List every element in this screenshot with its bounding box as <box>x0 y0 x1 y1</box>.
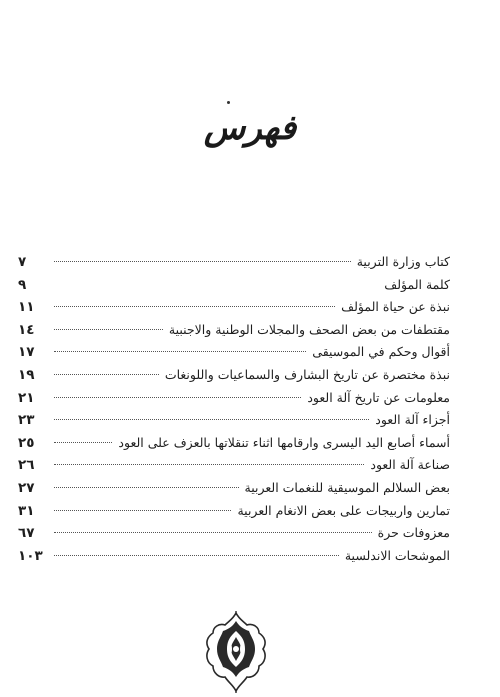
dot-leader <box>54 374 159 375</box>
toc-page-number: ١٧ <box>18 344 35 361</box>
dot-leader <box>54 306 335 307</box>
dot-leader <box>54 555 339 556</box>
toc-entry-label: معلومات عن تاريخ آلة العود <box>307 389 450 405</box>
dot-leader <box>54 397 301 398</box>
toc-page-number: ٧ <box>18 254 27 270</box>
toc-row <box>18 480 450 503</box>
toc-page-number: ٢٦ <box>18 457 35 474</box>
toc-page-number: ١٤ <box>18 321 35 338</box>
toc-page-number: ٢٧ <box>18 479 35 496</box>
toc-page-number: ١١ <box>18 299 35 316</box>
toc-row <box>18 435 450 458</box>
toc-entry-label: نبذة مختصرة عن تاريخ البشارف والسماعيات واللونغات <box>164 366 450 382</box>
toc-entry-label: مقتطفات من بعض الصحف والمجلات الوطنية والاجنبية <box>168 321 450 337</box>
toc-row <box>18 503 450 526</box>
toc-row <box>18 344 450 367</box>
toc-entry-label: صناعة آلة العود <box>370 457 450 473</box>
dot-leader <box>54 442 112 443</box>
toc-row <box>18 299 450 322</box>
dot-leader <box>54 487 239 488</box>
toc-entry-label: كتاب وزارة التربية <box>356 254 450 269</box>
toc-page-number: ٢١ <box>18 389 35 406</box>
table-of-contents <box>18 254 450 570</box>
toc-entry-label: أجزاء آلة العود <box>375 412 450 428</box>
dot-leader <box>54 464 364 465</box>
toc-row <box>18 254 450 277</box>
toc-row <box>18 525 450 548</box>
dot-leader <box>54 510 231 511</box>
toc-entry-label: تمارين واربيجات على بعض الانغام العربية <box>237 502 450 518</box>
toc-row <box>18 457 450 480</box>
toc-row <box>18 412 450 435</box>
toc-row <box>18 277 450 300</box>
toc-row <box>18 367 450 390</box>
floral-ornament-icon <box>203 611 269 693</box>
dot-leader <box>54 419 369 420</box>
toc-page-number: ٣١ <box>18 502 35 519</box>
toc-entry-label: معزوفات حرة <box>377 525 450 541</box>
toc-page-number: ٢٣ <box>18 412 35 429</box>
toc-page-number: ٦٧ <box>18 525 35 542</box>
toc-entry-label: أقوال وحكم في الموسيقى <box>312 344 450 360</box>
toc-row <box>18 548 450 571</box>
toc-page-number: ١٩ <box>18 366 35 383</box>
toc-entry-label: نبذة عن حياة المؤلف <box>341 299 450 315</box>
toc-entry-label: أسماء أصابع اليد اليسرى وارقامها اثناء تنقلاتها بالعزف على العود <box>118 434 450 450</box>
toc-entry-label: بعض السلالم الموسيقية للنغمات العربية <box>244 479 450 495</box>
toc-page-number: ٢٥ <box>18 434 35 451</box>
toc-page-number: ١٠٣ <box>18 547 43 564</box>
dot-leader <box>54 329 163 330</box>
toc-entry-label: كلمة المؤلف <box>384 276 450 292</box>
dot-leader <box>54 351 306 352</box>
toc-page-number: ٩ <box>18 276 27 293</box>
page-title: فهرس <box>203 108 297 148</box>
toc-row <box>18 390 450 413</box>
toc-entry-label: الموشحات الاندلسية <box>344 547 450 563</box>
toc-row <box>18 322 450 345</box>
dot-leader <box>54 261 351 262</box>
decorative-dot <box>227 101 230 104</box>
dot-leader <box>54 532 372 533</box>
